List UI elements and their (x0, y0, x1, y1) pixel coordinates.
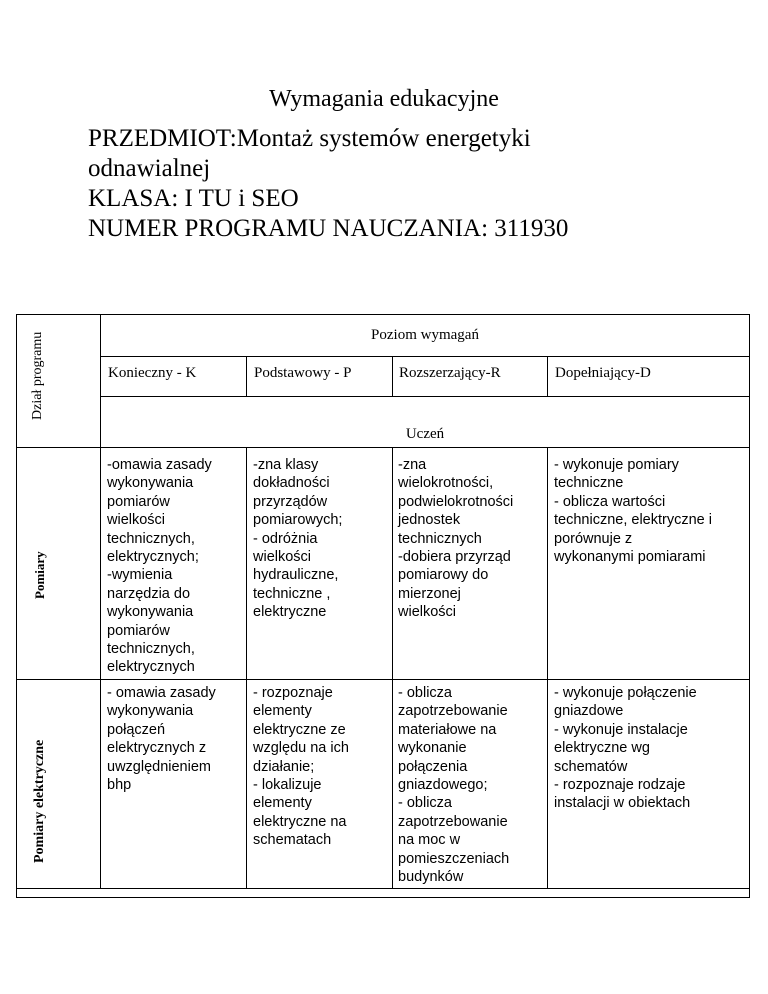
cell-line: elektrycznych; (107, 549, 199, 566)
row-pomiary-elektryczne-konieczny-cell (107, 684, 216, 794)
cell-line: podwielokrotności (398, 493, 514, 510)
row-pomiary-elektryczne-rozszerzajacy-cell (398, 684, 509, 886)
cell-line: - oblicza (398, 795, 452, 812)
cell-line: -zna (398, 457, 427, 473)
cell-line: przyrządów (253, 493, 328, 510)
cell-line: budynków (398, 869, 464, 886)
level-rozszerzajacy: Rozszerzający-R (399, 365, 501, 381)
cell-line: - omawia zasady (107, 685, 216, 701)
row-pomiary-elektryczne-dopelniajacy-cell (554, 684, 697, 813)
cell-line: elektryczne ze (253, 721, 346, 738)
row-pomiary-konieczny-cell (107, 456, 212, 677)
cell-line: instalacji w obiektach (554, 795, 691, 812)
cell-line: - rozpoznaje (253, 685, 333, 701)
cell-line: hydrauliczne, (253, 567, 339, 584)
cell-line: wielokrotności, (398, 475, 494, 492)
cell-line: porównuje z (554, 530, 633, 547)
cell-line: wykonywania (107, 475, 194, 492)
level-konieczny: Konieczny - K (108, 365, 197, 381)
cell-line: na moc w (398, 832, 461, 849)
level-podstawowy: Podstawowy - P (254, 365, 352, 381)
cell-line: - lokalizuje (253, 777, 322, 794)
cell-line: technicznych, (107, 641, 195, 658)
program-number-line: NUMER PROGRAMU NAUCZANIA: 311930 (88, 215, 569, 242)
row-pomiary-elektryczne-podstawowy-cell (253, 684, 349, 850)
cell-line: pomiarowy do (398, 567, 489, 584)
cell-line: wielkości (253, 549, 312, 566)
cell-line: - rozpoznaje rodzaje (554, 777, 686, 794)
section-label-pomiary-elektryczne: Pomiary elektryczne (32, 739, 47, 863)
cell-line: wykonywania (107, 604, 194, 621)
row-pomiary-rozszerzajacy-cell (398, 456, 513, 622)
cell-line: gniazdowego; (398, 777, 488, 794)
cell-line: pomieszczeniach (398, 850, 510, 867)
cell-line: pomiarowych; (253, 512, 343, 529)
subject-line-2: odnawialnej (88, 155, 211, 182)
cell-line: techniczne (554, 475, 624, 492)
cell-line: schematów (554, 758, 628, 775)
cell-line: zapotrzebowanie (398, 813, 508, 830)
cell-line: -zna klasy (253, 457, 319, 473)
cell-line: schematach (253, 832, 332, 849)
cell-line: techniczne, elektryczne i (554, 512, 712, 529)
cell-line: uwzględnieniem (107, 758, 211, 775)
cell-line: mierzonej (398, 585, 461, 602)
cell-line: elektrycznych z (107, 740, 207, 757)
cell-line: - wykonuje pomiary (554, 457, 679, 473)
cell-line: -dobiera przyrząd (398, 549, 511, 566)
cell-line: - oblicza (398, 685, 452, 701)
cell-line: działanie; (253, 758, 315, 775)
cell-line: - wykonuje instalacje (554, 721, 688, 738)
cell-line: - wykonuje połączenie (554, 685, 697, 701)
cell-line: pomiarów (107, 493, 170, 510)
cell-line: elektryczne (253, 604, 327, 621)
cell-line: techniczne , (253, 585, 331, 602)
cell-line: wielkości (398, 604, 457, 621)
cell-line: elementy (253, 795, 312, 812)
level-dopelniajacy: Dopełniający-D (555, 365, 651, 381)
cell-line: narzędzia do (107, 585, 191, 602)
cell-line: wykonanymi pomiarami (554, 549, 706, 566)
requirement-level-header: Poziom wymagań (371, 327, 479, 343)
cell-line: zapotrzebowanie (398, 703, 508, 720)
cell-line: bhp (107, 777, 132, 794)
cell-line: elektrycznych (107, 659, 195, 676)
cell-line: wielkości (107, 512, 166, 529)
document-header (88, 124, 568, 244)
cell-line: - oblicza wartości (554, 493, 666, 510)
cell-line: technicznych, (107, 530, 195, 547)
subject-line-1: PRZEDMIOT:Montaż systemów energetyki (88, 125, 531, 152)
cell-line: gniazdowe (554, 703, 624, 720)
cell-line: połączenia (398, 758, 468, 775)
cell-line: elektryczne wg (554, 740, 650, 757)
cell-line: jednostek (398, 512, 461, 529)
cell-line: pomiarów (107, 622, 170, 639)
cell-line: wykonywania (107, 703, 194, 720)
row-pomiary-podstawowy-cell (253, 456, 342, 622)
cell-line: materiałowe na (398, 721, 497, 738)
document-title: Wymagania edukacyjne (269, 86, 499, 112)
cell-line: połączeń (107, 721, 166, 738)
section-header: Dział programu (30, 331, 45, 420)
class-line: KLASA: I TU i SEO (88, 185, 299, 212)
cell-line: elementy (253, 703, 312, 720)
cell-line: -wymienia (107, 567, 173, 584)
cell-line: elektryczne na (253, 813, 347, 830)
cell-line: -omawia zasady (107, 457, 212, 473)
section-label-pomiary: Pomiary (32, 551, 47, 599)
cell-line: technicznych (398, 530, 482, 547)
cell-line: - odróżnia (253, 530, 318, 547)
cell-line: dokładności (253, 475, 330, 492)
student-label: Uczeń (405, 426, 445, 442)
cell-line: względu na ich (253, 740, 349, 757)
cell-line: wykonanie (398, 740, 467, 757)
row-pomiary-dopelniajacy-cell (554, 456, 712, 566)
